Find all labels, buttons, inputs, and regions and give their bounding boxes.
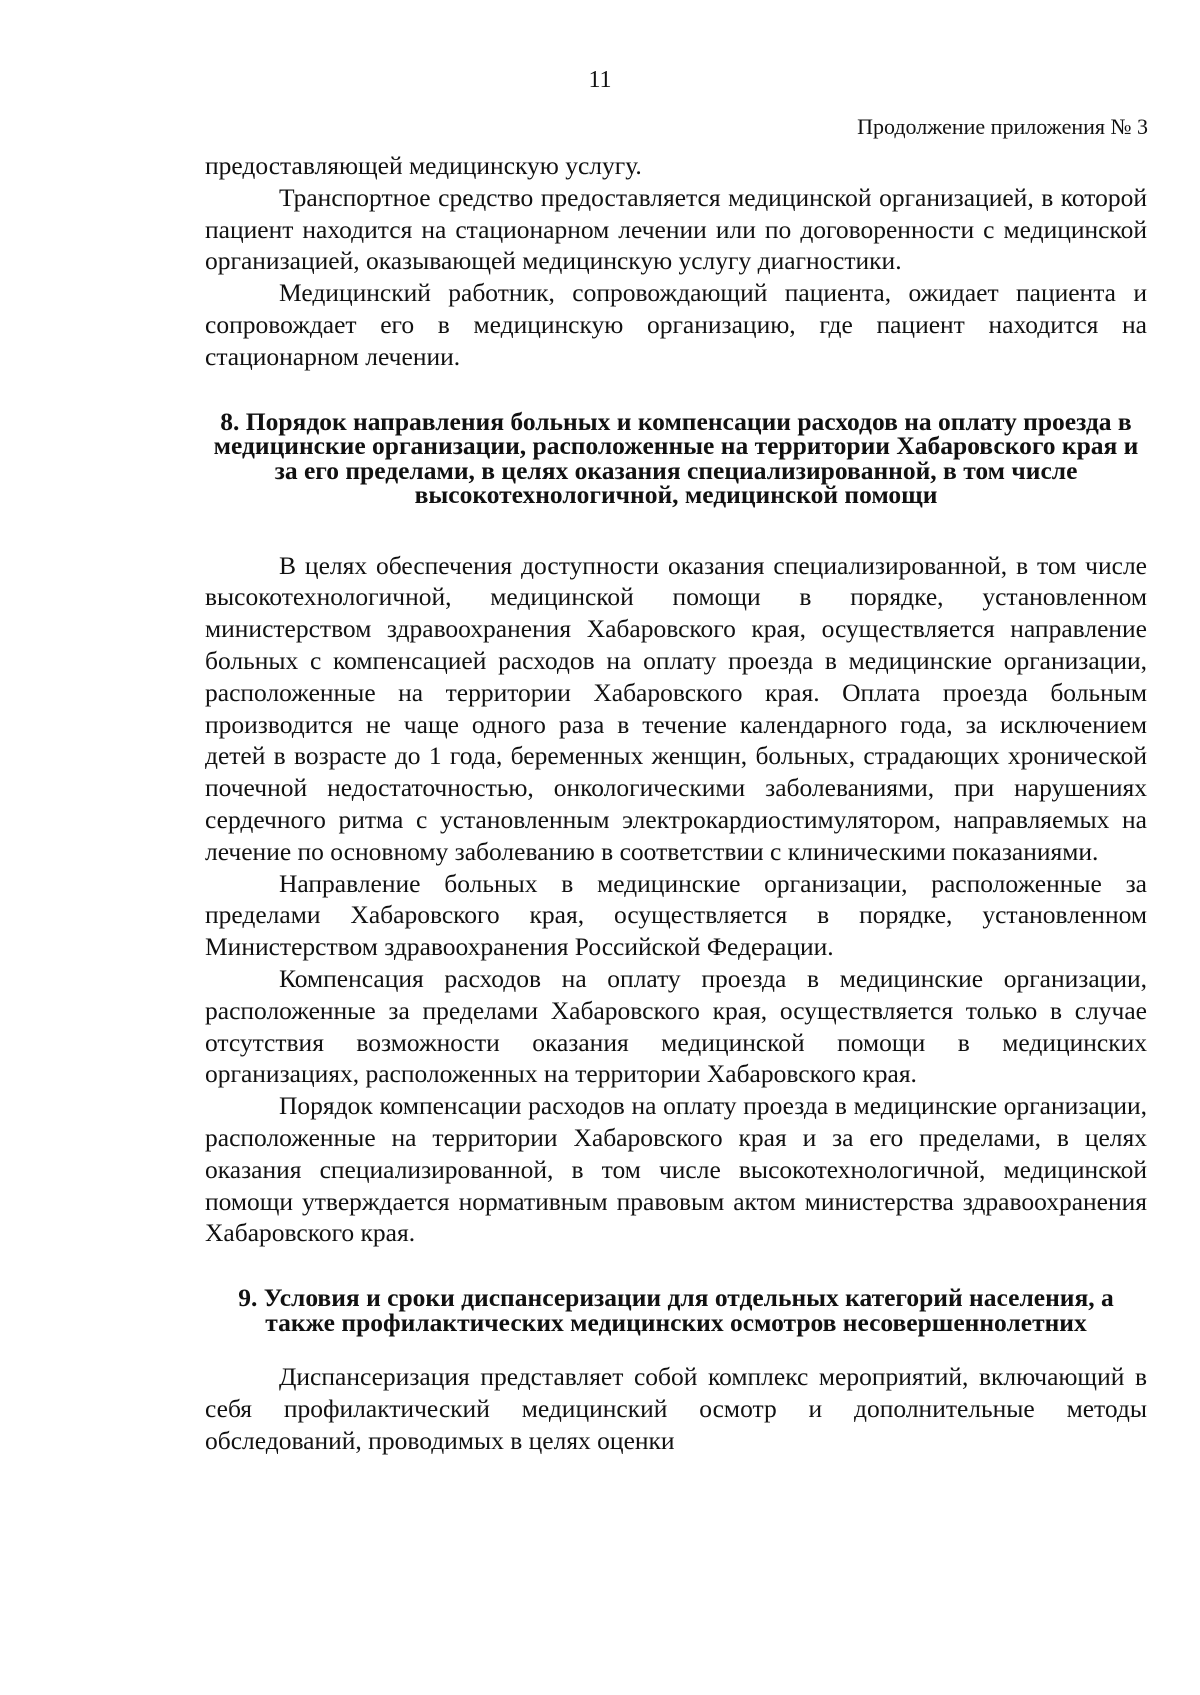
section-9-paragraph-1: Диспансеризация представляет собой комплекс мероприятий, включающий в себя профилактический медицинский осмотр и дополнительные методы обследований, проводимых в целях оценки: [205, 1362, 1147, 1455]
section-8-paragraph-4: Порядок компенсации расходов на оплату проезда в медицинские организации, расположенные на территории Хабаровского края и за его пределами, в целях оказания специализированной, в том числе высокотехнологичной, медицинской помощи утверждается нормативным правовым актом министерства здравоохранения Хабаровского края.: [205, 1091, 1147, 1248]
section-8-paragraph-1: В целях обеспечения доступности оказания специализированной, в том числе высокотехнологичной, медицинской помощи в порядке, установленном министерством здравоохранения Хабаровского края, осуществляется направление больных с компенсацией расходов на оплату проезда в медицинские организации, расположенные на территории Хабаровского края. Оплата проезда больным производится не чаще одного раза в течение календарного года, за исключением детей в возрасте до 1 года, беременных женщин, больных, страдающих хронической почечной недостаточностью, онкологическими заболеваниями, при нарушениях сердечного ритма с установленным электрокардиостимулятором, направляемых на лечение по основному заболеванию в соответствии с клиническими показаниями.: [205, 550, 1147, 866]
paragraph-escort: Медицинский работник, сопровождающий пациента, ожидает пациента и сопровождает его в медицинскую организацию, где пациент находится на стационарном лечении.: [205, 278, 1147, 371]
paragraph-continuation: предоставляющей медицинскую услугу.: [205, 151, 642, 180]
section-8-paragraph-2: Направление больных в медицинские организации, расположенные за пределами Хабаровского края, осуществляется в порядке, установленном Министерством здравоохранения Российской Федерации.: [205, 868, 1147, 962]
page-number: 11: [588, 67, 612, 93]
section-9-title: 9. Условия и сроки диспансеризации для отдельных категорий населения, а также профилактических медицинских осмотров несовершеннолетних: [238, 1283, 1114, 1337]
appendix-continuation-note: Продолжение приложения № 3: [857, 114, 1148, 139]
paragraph-transport: Транспортное средство предоставляется медицинской организацией, в которой пациент находится на стационарном лечении или по договоренности с медицинской организацией, оказывающей медицинскую услугу диагностики.: [205, 182, 1147, 276]
section-8-title: 8. Порядок направления больных и компенсации расходов на оплату проезда в медицинские организации, расположенные на территории Хабаровского края и за его пределами, в целях оказания специализированной, в том числе высокотехнологичной, медицинской помощи: [213, 406, 1139, 510]
document-body: [205, 150, 1147, 1457]
section-8-paragraph-3: Компенсация расходов на оплату проезда в медицинские организации, расположенные за пределами Хабаровского края, осуществляется только в случае отсутствия возможности оказания медицинской помощи в медицинских организациях, расположенных на территории Хабаровского края.: [205, 963, 1147, 1089]
